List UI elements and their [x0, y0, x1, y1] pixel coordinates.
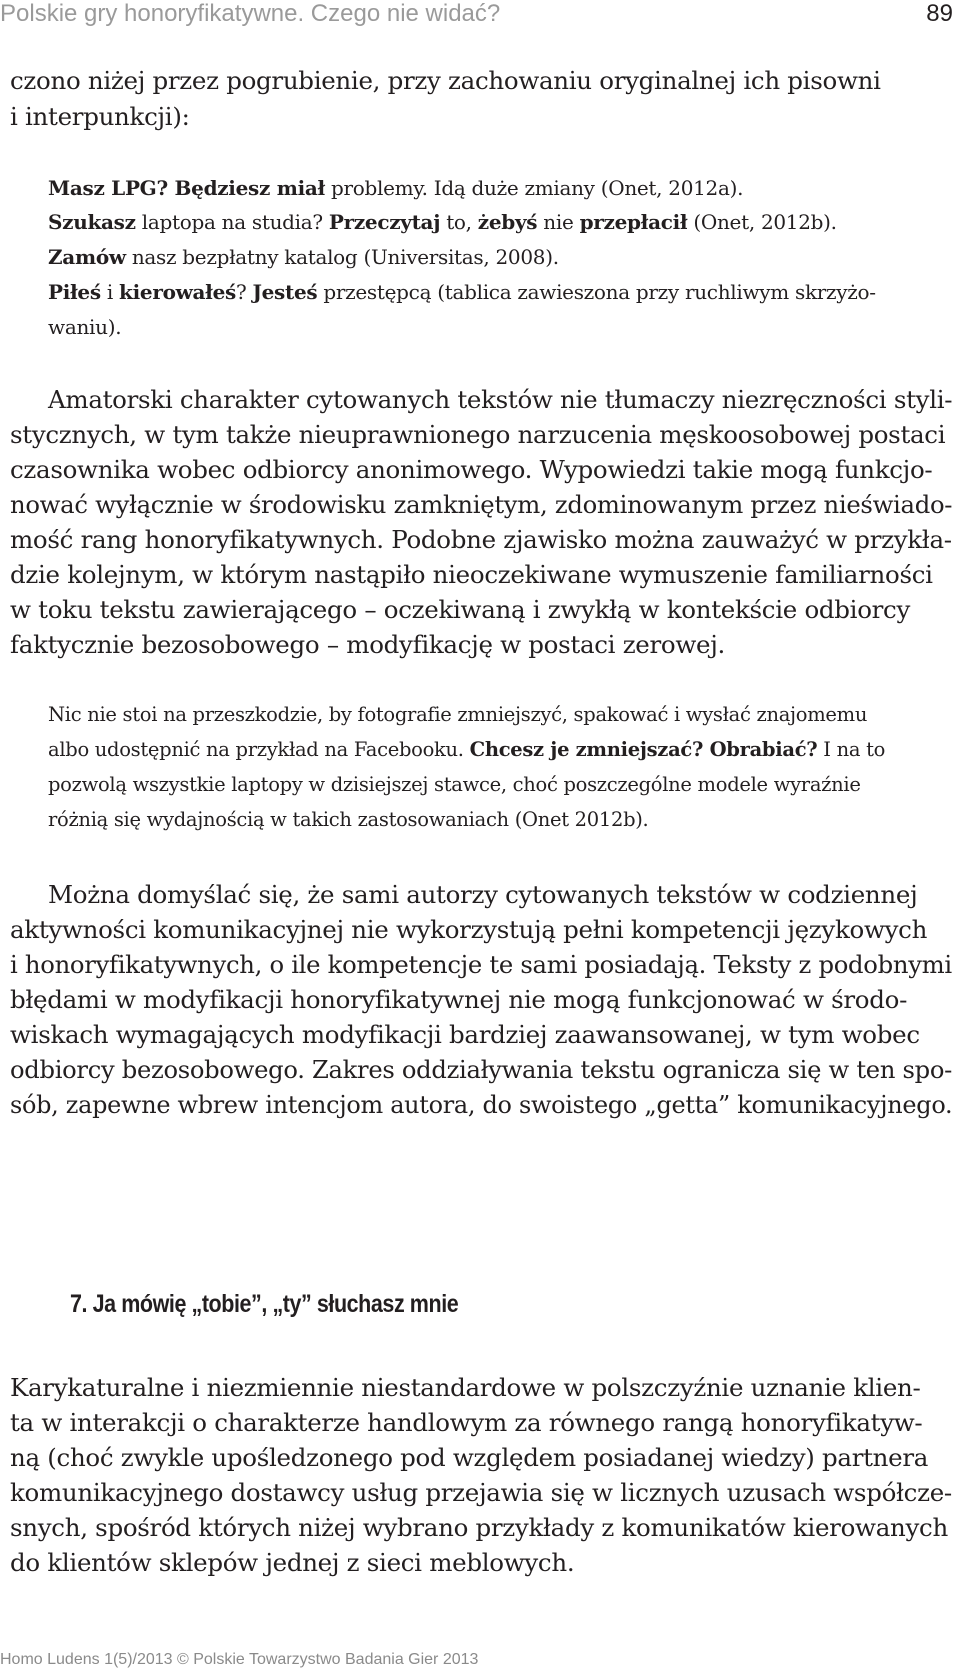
paragraph2-line: odbiorcy bezosobowego. Zakres oddziaływania tekstu ogranicza się w ten spo-	[10, 1055, 953, 1084]
paragraph2-line: i honoryfikatywnych, o ile kompetencje te sami posiadają. Teksty z podobnymi	[10, 950, 952, 979]
paragraph2-line: błędami w modyfikacji honoryfikatywnej nie mogą funkcjonować w środo-	[10, 985, 908, 1014]
paragraph1-line: czasownika wobec odbiorcy anonimowego. Wypowiedzi takie mogą funkcjo-	[10, 455, 933, 484]
quote-line-2: albo udostępnić na przykład na Facebooku. Chcesz je zmniejszać? Obrabiać? I na to	[48, 738, 886, 761]
example-4: Piłeś i kierowałeś? Jesteś przestępcą (tablica zawieszona przy ruchliwym skrzyżo-	[48, 280, 876, 304]
quote-line-3: pozwolą wszystkie laptopy w dzisiejszej stawce, choć poszczególne modele wyraźnie	[48, 773, 861, 796]
paragraph2-line: Można domyślać się, że sami autorzy cytowanych tekstów w codziennej	[48, 880, 918, 909]
example-1: Masz LPG? Będziesz miał problemy. Idą duże zmiany (Onet, 2012a).	[48, 176, 744, 200]
paragraph3-line: do klientów sklepów jednej z sieci meblowych.	[10, 1548, 575, 1577]
example-5: waniu).	[48, 315, 122, 339]
paragraph3-line: snych, spośród których niżej wybrano przykłady z komunikatów kierowanych	[10, 1513, 948, 1542]
paragraph1-line: w toku tekstu zawierającego – oczekiwaną i zwykłą w kontekście odbiorcy	[10, 595, 911, 624]
paragraph2-line: sób, zapewne wbrew intencjom autora, do swoistego „getta” komunikacyjnego.	[10, 1090, 953, 1119]
paragraph3-line: Karykaturalne i niezmiennie niestandardowe w polszczyźnie uznanie klien-	[10, 1373, 921, 1402]
example-2: Szukasz laptopa na studia? Przeczytaj to, żebyś nie przepłacił (Onet, 2012b).	[48, 210, 837, 234]
quote-line-1: Nic nie stoi na przeszkodzie, by fotografie zmniejszyć, spakować i wysłać znajomemu	[48, 703, 868, 726]
paragraph1-line: Amatorski charakter cytowanych tekstów nie tłumaczy niezręczności styli-	[48, 385, 953, 414]
paragraph1-line: stycznych, w tym także nieuprawnionego narzucenia męskoosobowej postaci	[10, 420, 946, 449]
paragraph1-line: nować wyłącznie w środowisku zamkniętym, zdominowanym przez nieświado-	[10, 490, 953, 519]
footer-citation: Homo Ludens 1(5)/2013 © Polskie Towarzystwo Badania Gier 2013	[0, 1651, 479, 1668]
page-number: 89	[926, 0, 953, 27]
example-3: Zamów nasz bezpłatny katalog (Universitas, 2008).	[48, 245, 559, 269]
paragraph3-line: komunikacyjnego dostawcy usług przejawia się w licznych uzusach współcze-	[10, 1478, 952, 1507]
paragraph1-line: mość rang honoryfikatywnych. Podobne zjawisko można zauważyć w przykła-	[10, 525, 952, 554]
quote-line-4: różnią się wydajnością w takich zastosowaniach (Onet 2012b).	[48, 808, 649, 831]
intro-line-2: i interpunkcji):	[10, 102, 190, 131]
paragraph2-line: aktywności komunikacyjnej nie wykorzystują pełni kompetencji językowych	[10, 915, 928, 944]
intro-line-1: czono niżej przez pogrubienie, przy zachowaniu oryginalnej ich pisowni	[10, 66, 881, 95]
section-heading: 7. Ja mówię „tobie”, „ty” słuchasz mnie	[70, 1290, 459, 1318]
paragraph2-line: wiskach wymagających modyfikacji bardziej zaawansowanej, w tym wobec	[10, 1020, 920, 1049]
paragraph1-line: dzie kolejnym, w którym nastąpiło nieoczekiwane wymuszenie familiarności	[10, 560, 933, 589]
paragraph3-line: ną (choć zwykle upośledzonego pod względem posiadanej wiedzy) partnera	[10, 1443, 929, 1472]
paragraph1-line: faktycznie bezosobowego – modyfikację w postaci zerowej.	[10, 630, 726, 659]
running-header: Polskie gry honoryfikatywne. Czego nie widać?	[0, 0, 501, 27]
paragraph3-line: ta w interakcji o charakterze handlowym za równego rangą honoryfikatyw-	[10, 1408, 923, 1437]
